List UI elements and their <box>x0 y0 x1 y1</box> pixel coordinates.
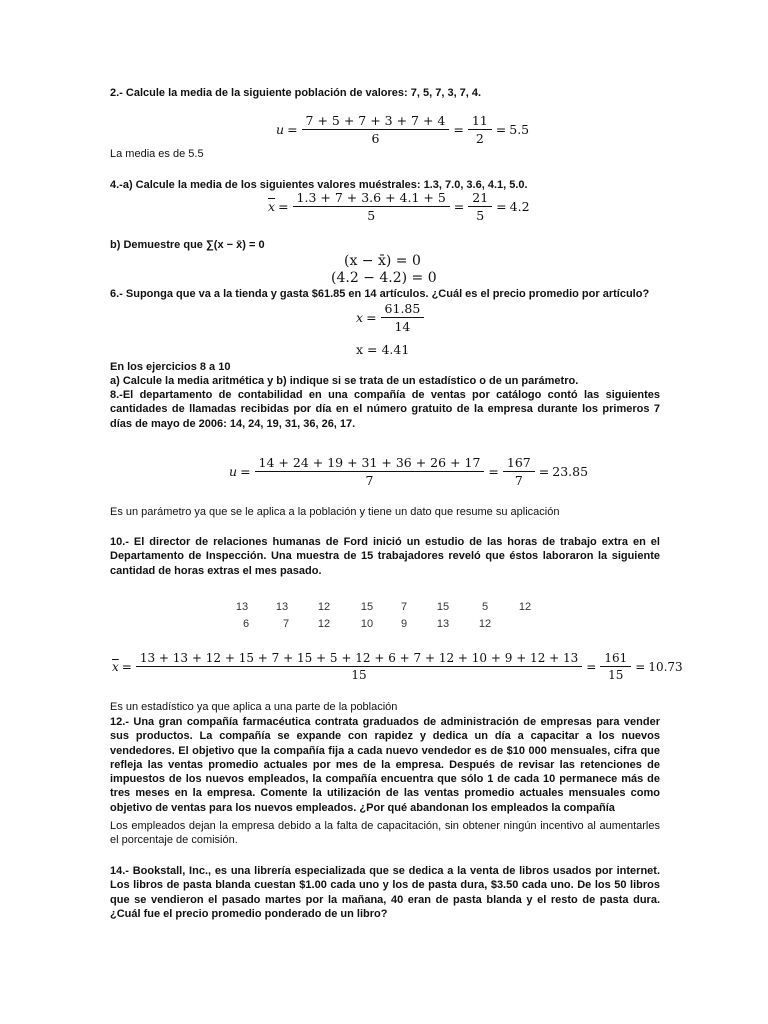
question-4b: b) Demuestre que ∑(x − x̄) = 0 <box>110 239 265 251</box>
answer-12: Los empleados dejan la empresa debido a la falta de capacitación, sin obtener ningún incentivo al aumentarles el porcentaje de comisión. <box>110 820 660 847</box>
exercises-instructions: a) Calcule la media aritmética y b) indique si se trata de un estadístico o de un parámetro. <box>110 375 579 387</box>
eq-lhs: x <box>356 310 364 325</box>
equation-q4b-line1: (x − x̄) = 0 <box>344 253 421 269</box>
equation-q10: $\overline{x}$ = 13 + 13 + 12 + 15 + 7 + 15 + 5 + 12 + 6 + 7 + 12 + 10 + 9 + 12 + 13 15 = $\frac{161}{15}$ = 10.73 <box>112 651 683 682</box>
answer-8: Es un parámetro ya que se le aplica a la población y tiene un dato que resume su aplicación <box>110 506 560 518</box>
eq-lhs: $\overline{x}$ <box>112 659 119 674</box>
equation-q8: u = $\frac{14 + 24 + 19 + 31 + 36 + 26 + 17}{7}$ = $\frac{167}{7}$ = 23.85 <box>229 455 589 488</box>
question-12: 12.- Una gran compañía farmacéutica contrata graduados de administración de empresas para vender sus productos. La compañía se expande con rapidez y dedica un día a capacitar a los nuevos vendedores. El objetivo que la compañía fija a cada nuevo vendedor es de $10 000 mensuales, cifra que refleja las ventas promedio actuales por mes de la empresa. Después de revisar las retenciones de impuestos de los nuevos empleados, la compañía encuentra que sólo 1 de cada 10 permanece más de tres meses en la empresa. Comente la utilización de las ventas promedio actuales mensuales como objetivo de ventas para los nuevos empleados. ¿Por qué abandonan los empleados la compañía <box>110 716 660 814</box>
eq-lhs: u <box>229 464 238 479</box>
equation-q2: u = $\frac{7 + 5 + 7 + 3 + 7 + 4}{6}$ = $\frac{11}{2}$ = 5.5 <box>276 113 530 146</box>
fraction: $\frac{11}{2}$ <box>470 113 490 146</box>
eq-lhs: $\overline{x}$ <box>268 199 276 214</box>
equation-q6: x = $\frac{61.85}{14}$ <box>356 301 425 334</box>
eq-lhs: u <box>276 122 285 137</box>
fraction: $\frac{161}{15}$ <box>602 651 629 682</box>
equation-q6-result: x = 4.41 <box>356 342 410 357</box>
fraction: $\frac{21}{5}$ <box>470 190 490 223</box>
eq-result: 5.5 <box>509 122 530 137</box>
equation-q4b-line2: (4.2 − 4.2) = 0 <box>331 270 437 286</box>
question-2: 2.- Calcule la media de la siguiente población de valores: 7, 5, 7, 3, 7, 4. <box>110 87 482 99</box>
fraction: $\frac{1.3 + 7 + 3.6 + 4.1 + 5}{5}$ <box>295 190 448 223</box>
fraction: $\frac{61.85}{14}$ <box>383 301 423 334</box>
document-page: 2.- Calcule la media de la siguiente población de valores: 7, 5, 7, 3, 7, 4. u = $\frac{7 + 5 + 7 + 3 + 7 + 4}{6}$ = $\frac{11}{2}$ = 5.5 La media es de 5.5 4.-a) Calcule la media de los siguientes valores muéstrales: 1.3, 7.0, 3.6, 4.1, 5.0. $\overline{x}$ = $\frac{1.3 + 7 + 3.6 + 4.1 + 5}{5}$ = $\frac{21}{5}$ = 4.2 b) Demuestre que ∑(x − x̄) = 0 (x − x̄) = 0 (4.2 − 4.2) = 0 6.- Suponga que va a la tienda y gasta $61.85 en 14 artículos. ¿Cuál es el precio promedio por artículo? x = $\frac{61.85}{14}$ x = 4.41 En los ejercicios 8 a 10 a) Calcule la media aritmética y b) indique si se trata de un estadístico o de un parámetro. 8.-El departamento de contabilidad en una compañía de ventas por catálogo contó las siguientes cantidades de llamadas recibidas por día en el número gratuito de la empresa durante los primeros 7 días de mayo de 2006: 14, 24, 19, 31, 36, 26, 17. u = $\frac{14 + 24 + 19 + 31 + 36 + 26 + 17}{7}$ = $\frac{167}{7}$ = 23.85 Es un parámetro ya que se le aplica a la población y tiene un dato que resume su aplicación 10.- El director de relaciones humanas de Ford inició un estudio de las horas de trabajo extra en el Departamento de Inspección. Una muestra de 15 trabajadores reveló que éstos laboraron la siguiente cantidad de horas extras el mes pasado. 13 13 12 15 7 15 5 12 6 7 12 10 9 13 12 $\overline{x}$ = 13 + 13 + 12 + 15 + 7 + 15 + 5 + 12 + 6 + 7 + 12 + 10 + 9 + 12 + 13 15 = $\frac{161}{15}$ = 10.73 Es un estadístico ya que aplica a una parte de la población 12.- Una gran compañía farmacéutica contrata graduados de administración de empresas para vender sus productos. La compañía se expande con rapidez y dedica un día a capacitar a los nuevos vendedores. El objetivo que la compañía fija a cada nuevo vendedor es de $10 000 mensuales, cifra que refleja las ventas promedio actuales por mes de la empresa. Después de revisar las retenciones de impuestos de los nuevos empleados, la compañía encuentra que sólo 1 de cada 10 permanece más de tres meses en la empresa. Comente la utilización de las ventas promedio actuales mensuales como objetivo de ventas para los nuevos empleados. ¿Por qué abandonan los empleados la compañía Los empleados dejan la empresa debido a la falta de capacitación, sin obtener ningún incentivo al aumentarles el porcentaje de comisión. 14.- Bookstall, Inc., es una librería especializada que se dedica a la venta de libros usados por internet. Los libros de pasta blanda cuestan $1.00 cada uno y los de pasta dura, $3.50 cada uno. De los 50 libros que se vendieron el pasado martes por la mañana, 40 eran de pasta blanda y el resto de pasta dura. ¿Cuál fue el precio promedio ponderado de un libro? <box>110 87 683 920</box>
equation-q4: $\overline{x}$ = $\frac{1.3 + 7 + 3.6 + 4.1 + 5}{5}$ = $\frac{21}{5}$ = 4.2 <box>268 190 530 223</box>
question-10: 10.- El director de relaciones humanas de Ford inició un estudio de las horas de trabajo extra en el Departamento de Inspección. Una muestra de 15 trabajadores reveló que éstos laboraron la siguiente cantidad de horas extras el mes pasado. <box>110 536 660 577</box>
fraction: 13 + 13 + 12 + 15 + 7 + 15 + 5 + 12 + 6 + 7 + 12 + 10 + 9 + 12 + 13 15 <box>138 651 580 682</box>
fraction: $\frac{167}{7}$ <box>505 455 533 488</box>
question-14: 14.- Bookstall, Inc., es una librería especializada que se dedica a la venta de libros usados por internet. Los libros de pasta blanda cuestan $1.00 cada uno y los de pasta dura, $3.50 cada uno. De los 50 libros que se vendieron el pasado martes por la mañana, 40 eran de pasta blanda y el resto de pasta dura. ¿Cuál fue el precio promedio ponderado de un libro? <box>110 865 660 920</box>
question-4a: 4.-a) Calcule la media de los siguientes valores muéstrales: 1.3, 7.0, 3.6, 4.1, 5.0. <box>110 179 528 191</box>
eq-result: 4.2 <box>509 199 530 214</box>
question-8: 8.-El departamento de contabilidad en una compañía de ventas por catálogo contó las siguientes cantidades de llamadas recibidas por día en el número gratuito de la empresa durante los primeros 7 días de mayo de 2006: 14, 24, 19, 31, 36, 26, 17. <box>110 389 660 430</box>
question-6: 6.- Suponga que va a la tienda y gasta $61.85 en 14 artículos. ¿Cuál es el precio promedio por artículo? <box>110 288 650 300</box>
exercises-intro: En los ejercicios 8 a 10 <box>110 361 231 373</box>
answer-2: La media es de 5.5 <box>110 148 204 160</box>
eq-result: 23.85 <box>552 464 589 479</box>
fraction: $\frac{14 + 24 + 19 + 31 + 36 + 26 + 17}{7}$ <box>257 455 483 488</box>
fraction: $\frac{7 + 5 + 7 + 3 + 7 + 4}{6}$ <box>304 113 448 146</box>
eq-result: 10.73 <box>648 659 683 674</box>
answer-10: Es un estadístico ya que aplica a una parte de la población <box>110 701 398 713</box>
